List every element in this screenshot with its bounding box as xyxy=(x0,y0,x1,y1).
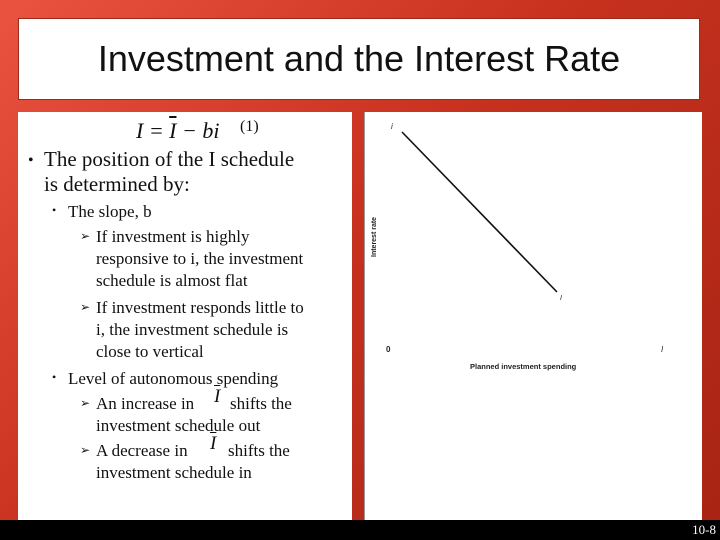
flat-point-line-1: If investment is highly xyxy=(96,227,250,246)
slide-title: Investment and the Interest Rate xyxy=(97,38,621,79)
flat-point-line-2: responsive to i, the investment xyxy=(96,249,304,268)
main-bullet-line-1: The position of the I schedule xyxy=(44,147,295,171)
arrow-bullet-icon: ➢ xyxy=(80,300,91,314)
y-axis-top-label: i xyxy=(391,122,393,131)
vertical-point-line-3: close to vertical xyxy=(96,342,204,361)
bullet-dot-icon: • xyxy=(52,203,57,217)
investment-schedule-line xyxy=(402,132,557,292)
page-number: 10-8 xyxy=(692,522,716,537)
slope-bullet: The slope, b xyxy=(68,202,152,221)
main-bullet-line-2: is determined by: xyxy=(44,172,190,196)
equation-autonomous-symbol: $\overline{I}$ xyxy=(169,118,177,143)
text-panel xyxy=(18,112,352,520)
autonomous-bullet: Level of autonomous spending xyxy=(68,369,279,388)
decrease-point-after: shifts the xyxy=(228,441,290,460)
investment-equation xyxy=(136,118,219,144)
arrow-bullet-icon: ➢ xyxy=(80,443,91,457)
bullet-dot-icon: • xyxy=(28,152,34,169)
autonomous-investment-symbol: $\overline{I}$ xyxy=(210,433,217,454)
increase-point-before: An increase in xyxy=(96,394,195,413)
y-axis-label: Interest rate xyxy=(371,216,378,257)
decrease-point-before: A decrease in xyxy=(96,441,188,460)
increase-point-after: shifts the xyxy=(230,394,292,413)
arrow-bullet-icon: ➢ xyxy=(80,229,91,243)
decrease-point-line-2: investment schedule in xyxy=(96,463,252,482)
vertical-point-line-2: i, the investment schedule is xyxy=(96,320,289,339)
investment-schedule-graph xyxy=(364,112,702,520)
vertical-point-line-1: If investment responds little to xyxy=(96,298,304,317)
bottom-bar xyxy=(0,520,720,540)
flat-point-line-3: schedule is almost flat xyxy=(96,271,248,290)
schedule-line-label: I xyxy=(560,295,562,302)
origin-label: 0 xyxy=(386,345,391,354)
bullet-dot-icon: • xyxy=(52,370,57,384)
increase-point-line-2: investment schedule out xyxy=(96,416,261,435)
equation-lhs: I = xyxy=(136,118,170,143)
arrow-bullet-icon: ➢ xyxy=(80,396,91,410)
x-axis-label: Planned investment spending xyxy=(470,362,577,371)
equation-number: (1) xyxy=(240,118,259,135)
graph-panel xyxy=(364,112,702,520)
equation-rhs: − bi xyxy=(176,118,220,143)
x-axis-end-label: I xyxy=(661,345,664,354)
autonomous-investment-symbol: $\overline{I}$ xyxy=(214,386,221,407)
title-box xyxy=(18,18,700,100)
